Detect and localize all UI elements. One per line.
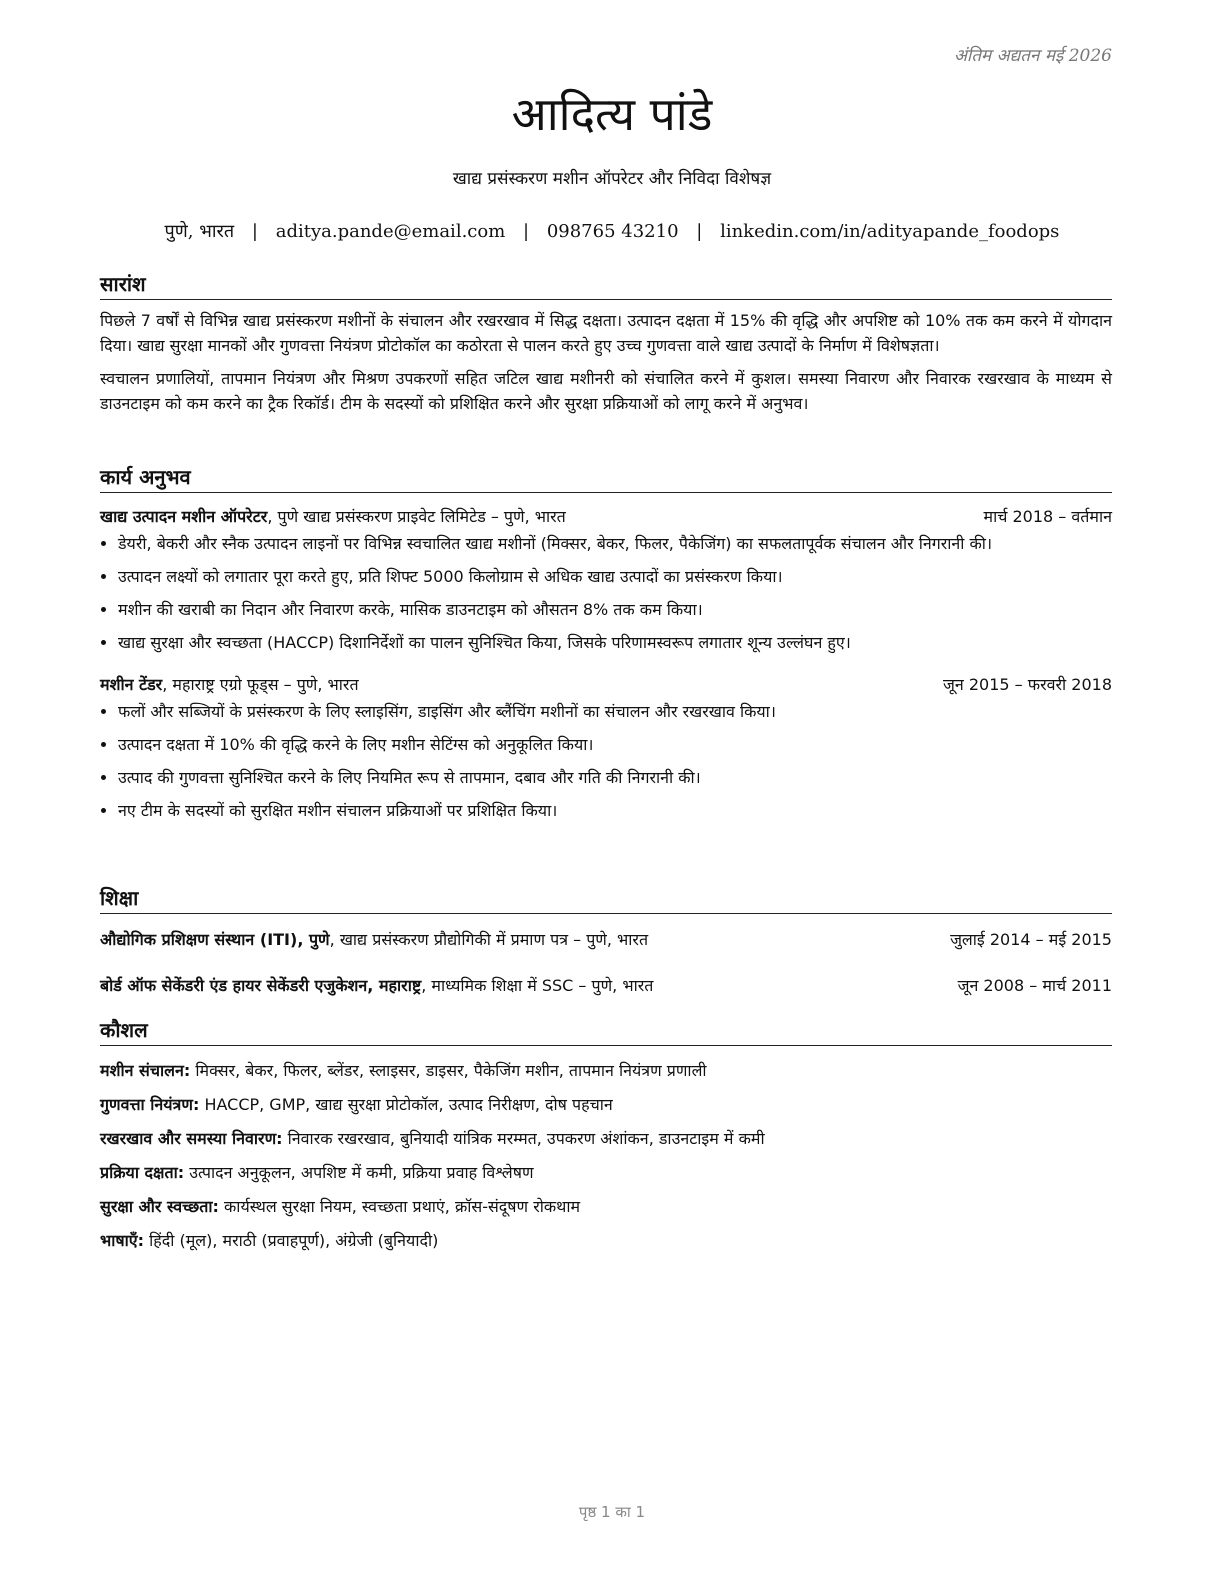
education-item <box>100 974 1112 996</box>
contact-separator: | <box>523 221 530 242</box>
education-institution: बोर्ड ऑफ सेकेंडरी एंड हायर सेकेंडरी एजुकेशन, महाराष्ट्र <box>100 976 422 995</box>
job-bullet: • मशीन की खराबी का निदान और निवारण करके, मासिक डाउनटाइम को औसतन 8% तक कम किया। <box>118 597 1112 622</box>
experience-section <box>100 463 1112 831</box>
skills-list <box>100 1054 1112 1258</box>
education-detail: , खाद्य प्रसंस्करण प्रौद्योगिकी में प्रमाण पत्र – पुणे, भारत <box>329 930 649 949</box>
skill-value: हिंदी (मूल), मराठी (प्रवाहपूर्ण), अंग्रेजी (बुनियादी) <box>144 1231 439 1250</box>
job-role: खाद्य उत्पादन मशीन ऑपरेटर <box>100 507 268 526</box>
contact-separator: | <box>251 221 258 242</box>
contact-line <box>0 219 1224 243</box>
skill-row <box>100 1156 1112 1190</box>
job-company: , पुणे खाद्य प्रसंस्करण प्राइवेट लिमिटेड – पुणे, भारत <box>267 507 566 526</box>
education-item <box>100 928 1112 950</box>
skill-label: सुरक्षा और स्वच्छता: <box>100 1197 219 1216</box>
job-bullet: • नए टीम के सदस्यों को सुरक्षित मशीन संचालन प्रक्रियाओं पर प्रशिक्षित किया। <box>118 798 1112 823</box>
section-title-experience: कार्य अनुभव <box>100 463 1112 493</box>
education-section <box>100 884 1112 996</box>
job-bullet: • फलों और सब्जियों के प्रसंस्करण के लिए स्लाइसिंग, डाइसिंग और ब्लैंचिंग मशीनों का संचालन और रखरखाव किया। <box>118 699 1112 724</box>
job-bullet: • उत्पादन लक्ष्यों को लगातार पूरा करते हुए, प्रति शिफ्ट 5000 किलोग्राम से अधिक खाद्य उत्पादों का प्रसंस्करण किया। <box>118 564 1112 589</box>
skill-row <box>100 1054 1112 1088</box>
job-title-line <box>100 673 359 695</box>
candidate-name: आदित्य पांडे <box>511 87 713 141</box>
education-line <box>100 974 653 996</box>
skill-label: गुणवत्ता नियंत्रण: <box>100 1095 200 1114</box>
job-bullets <box>100 699 1112 823</box>
summary-section <box>100 270 1112 416</box>
candidate-subtitle: खाद्य प्रसंस्करण मशीन ऑपरेटर और निविदा विशेषज्ञ <box>452 169 772 189</box>
job-bullet: • खाद्य सुरक्षा और स्वच्छता (HACCP) दिशानिर्देशों का पालन सुनिश्चित किया, जिसके परिणामस्वरूप लगातार शून्य उल्लंघन हुए। <box>118 630 1112 655</box>
summary-paragraph: स्वचालन प्रणालियों, तापमान नियंत्रण और मिश्रण उपकरणों सहित जटिल खाद्य मशीनरी को संचालित करने में कुशल। समस्या निवारण और निवारक रखरखाव के माध्यम से डाउनटाइम को कम करने का ट्रैक रिकॉर्ड। टीम के सदस्यों को प्रशिक्षित करने और सुरक्षा प्रक्रियाओं को लागू करने में अनुभव। <box>100 369 1112 413</box>
contact-location: पुणे, भारत <box>164 221 235 242</box>
job-company: , महाराष्ट्र एग्रो फूड्स – पुणे, भारत <box>162 675 359 694</box>
contact-email[interactable]: aditya.pande@email.com <box>275 221 506 242</box>
job-header <box>100 673 1112 695</box>
skill-row <box>100 1224 1112 1258</box>
summary-paragraph: पिछले 7 वर्षों से विभिन्न खाद्य प्रसंस्करण मशीनों के संचालन और रखरखाव में सिद्ध दक्षता। उत्पादन दक्षता में 15% की वृद्धि और अपशिष्ट को 10% तक कम करने में योगदान दिया। खाद्य सुरक्षा मानकों और गुणवत्ता नियंत्रण प्रोटोकॉल का कठोरता से पालन करते हुए उच्च गुणवत्ता वाले खाद्य उत्पादों के निर्माण में विशेषज्ञता। <box>100 311 1112 355</box>
skill-label: मशीन संचालन: <box>100 1061 191 1080</box>
job-bullet: • उत्पाद की गुणवत्ता सुनिश्चित करने के लिए नियमित रूप से तापमान, दबाव और गति की निगरानी की। <box>118 765 1112 790</box>
job-bullets <box>100 531 1112 655</box>
education-line <box>100 928 648 950</box>
job-dates: मार्च 2018 – वर्तमान <box>983 507 1112 526</box>
skill-value: HACCP, GMP, खाद्य सुरक्षा प्रोटोकॉल, उत्पाद निरीक्षण, दोष पहचान <box>199 1095 613 1114</box>
skill-label: रखरखाव और समस्या निवारण: <box>100 1129 283 1148</box>
job-header <box>100 505 1112 527</box>
skill-label: भाषाएँ: <box>100 1231 145 1250</box>
contact-separator: | <box>696 221 703 242</box>
education-dates: जुलाई 2014 – मई 2015 <box>950 930 1112 949</box>
section-title-skills: कौशल <box>100 1016 1112 1046</box>
skills-section <box>100 1016 1112 1258</box>
section-title-education: शिक्षा <box>100 884 1112 914</box>
skill-row <box>100 1122 1112 1156</box>
education-detail: , माध्यमिक शिक्षा में SSC – पुणे, भारत <box>421 976 654 995</box>
skill-label: प्रक्रिया दक्षता: <box>100 1163 185 1182</box>
skill-value: निवारक रखरखाव, बुनियादी यांत्रिक मरम्मत, उपकरण अंशांकन, डाउनटाइम में कमी <box>282 1129 765 1148</box>
contact-phone[interactable]: 098765 43210 <box>546 221 679 242</box>
skill-value: कार्यस्थल सुरक्षा नियम, स्वच्छता प्रथाएं, क्रॉस-संदूषण रोकथाम <box>218 1197 581 1216</box>
job-title-line <box>100 505 566 527</box>
skill-value: उत्पादन अनुकूलन, अपशिष्ट में कमी, प्रक्रिया प्रवाह विश्लेषण <box>184 1163 534 1182</box>
education-dates: जून 2008 – मार्च 2011 <box>957 976 1112 995</box>
last-updated: अंतिम अद्यतन मई 2026 <box>953 46 1112 66</box>
page-number-footer: पृष्ठ 1 का 1 <box>578 1503 646 1521</box>
job-role: मशीन टेंडर <box>100 675 163 694</box>
education-institution: औद्योगिक प्रशिक्षण संस्थान (ITI), पुणे <box>100 930 330 949</box>
job-bullet: • डेयरी, बेकरी और स्नैक उत्पादन लाइनों पर विभिन्न स्वचालित खाद्य मशीनों (मिक्सर, बेकर, फिलर, पैकेजिंग) का सफलतापूर्वक संचालन और निगरानी की। <box>118 531 1112 556</box>
skill-row <box>100 1088 1112 1122</box>
job-bullet: • उत्पादन दक्षता में 10% की वृद्धि करने के लिए मशीन सेटिंग्स को अनुकूलित किया। <box>118 732 1112 757</box>
skill-value: मिक्सर, बेकर, फिलर, ब्लेंडर, स्लाइसर, डाइसर, पैकेजिंग मशीन, तापमान नियंत्रण प्रणाली <box>190 1061 707 1080</box>
job-dates: जून 2015 – फरवरी 2018 <box>943 675 1112 694</box>
section-title-summary: सारांश <box>100 270 1112 300</box>
contact-linkedin[interactable]: linkedin.com/in/adityapande_foodops <box>720 221 1060 242</box>
skill-row <box>100 1190 1112 1224</box>
